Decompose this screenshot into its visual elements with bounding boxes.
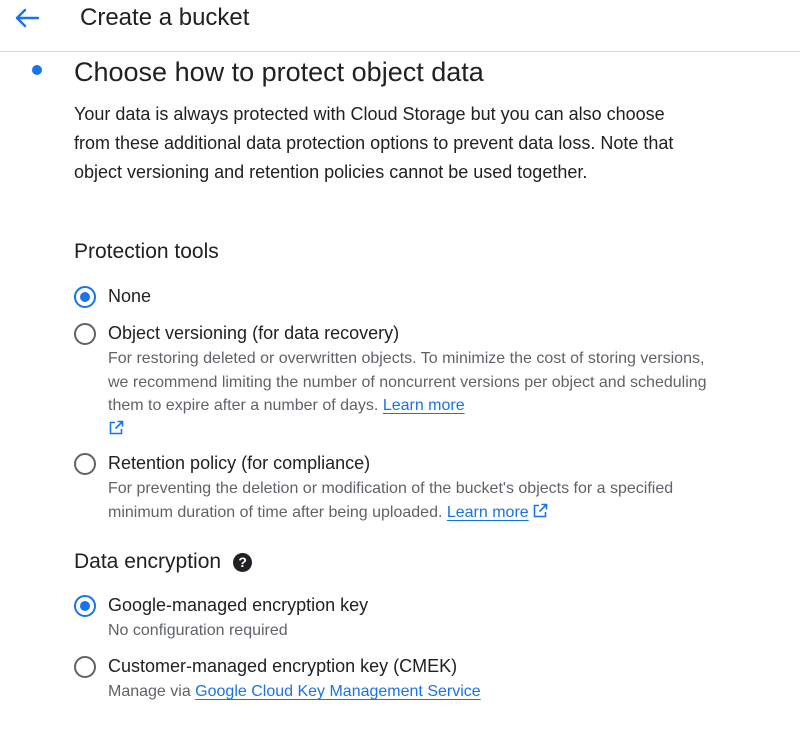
protection-option-object-versioning[interactable]	[74, 323, 714, 443]
help-icon[interactable]: ?	[233, 553, 252, 572]
radio-cmek[interactable]	[74, 656, 96, 678]
radio-retention-policy-label[interactable]: Retention policy (for compliance)	[108, 453, 371, 473]
section-title: Choose how to protect object data	[74, 57, 484, 87]
encryption-option-google-managed[interactable]	[74, 595, 714, 643]
radio-none[interactable]	[74, 286, 96, 308]
data-encryption-heading	[74, 548, 252, 576]
key-management-service-link[interactable]: Google Cloud Key Management Service	[195, 683, 481, 700]
protection-tools-heading	[74, 238, 219, 266]
radio-object-versioning[interactable]	[74, 323, 96, 345]
retention-policy-learn-more-link[interactable]: Learn more	[446, 503, 529, 521]
object-versioning-description-text: For restoring deleted or overwritten objects. To minimize the cost of storing versions, we recommend limiting the number of noncurrent versions per object and scheduling them to expire after a number of days.	[108, 350, 707, 414]
cmek-description-prefix: Manage via	[108, 683, 191, 700]
radio-google-managed-key[interactable]	[74, 595, 96, 617]
open-in-new-icon[interactable]	[108, 420, 124, 436]
object-versioning-learn-more-link[interactable]: Learn more	[382, 397, 465, 414]
back-button[interactable]	[10, 2, 44, 34]
protection-tools-heading-text: Protection tools	[74, 240, 219, 263]
protection-option-retention-policy[interactable]	[74, 453, 714, 525]
retention-policy-description-text: For preventing the deletion or modification of the bucket's objects for a specified minimum duration of time after being uploaded.	[108, 480, 674, 521]
step-indicator-dot	[32, 65, 42, 75]
arrow-back-icon	[14, 7, 40, 29]
protection-option-none[interactable]	[74, 286, 714, 310]
radio-none-label[interactable]: None	[108, 286, 152, 306]
radio-google-managed-key-label[interactable]: Google-managed encryption key	[108, 595, 369, 615]
radio-object-versioning-label[interactable]: Object versioning (for data recovery)	[108, 323, 400, 343]
encryption-option-cmek[interactable]	[74, 656, 714, 704]
object-versioning-description	[108, 347, 708, 441]
radio-cmek-label[interactable]: Customer-managed encryption key (CMEK)	[108, 656, 458, 676]
open-in-new-icon[interactable]	[532, 503, 548, 519]
radio-retention-policy[interactable]	[74, 453, 96, 475]
top-bar	[0, 0, 800, 52]
cmek-description	[108, 680, 708, 704]
page-title: Create a bucket	[80, 4, 250, 31]
google-managed-key-description: No configuration required	[108, 622, 288, 639]
retention-policy-description	[108, 477, 708, 524]
section-intro: Your data is always protected with Cloud Storage but you can also choose from these additional data protection options to prevent data loss. Note that object versioning and retention policies cannot be used together.	[74, 104, 674, 182]
data-encryption-heading-text: Data encryption	[74, 550, 222, 573]
